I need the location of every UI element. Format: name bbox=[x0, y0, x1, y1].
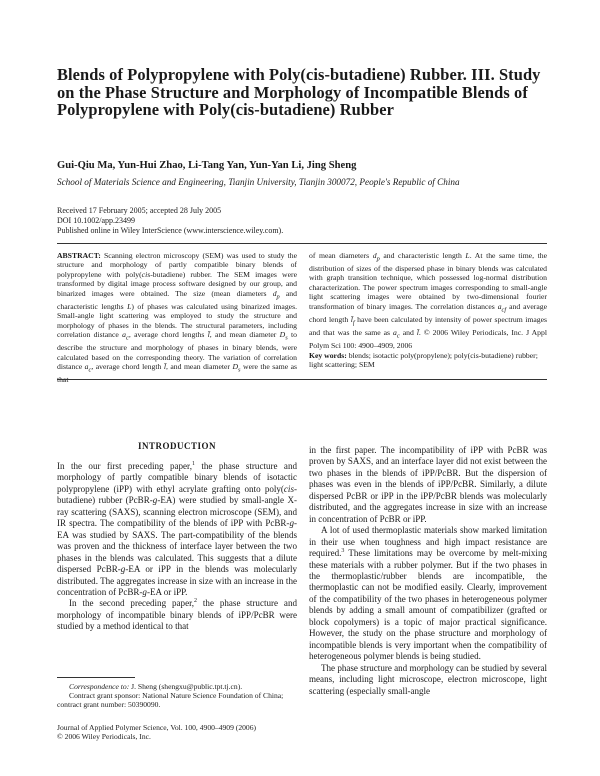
abstract-top-rule bbox=[57, 243, 547, 244]
article-title: Blends of Polypropylene with Poly(cis-butadiene) Rubber. III. Study on the Phase Structure and Morphology of Incompatible Blends of Polypropylene with Poly(cis-butadiene) Rubber bbox=[57, 65, 541, 120]
affiliation: School of Materials Science and Engineering, Tianjin University, Tianjin 300072, People's Republic of China bbox=[57, 177, 460, 187]
keywords bbox=[309, 351, 547, 370]
body-right-column bbox=[309, 445, 547, 697]
abstract-citation: J Appl Polym Sci 100: 4900–4909, 2006 bbox=[309, 327, 548, 350]
correspondence-note bbox=[57, 682, 297, 691]
abstract-right-column: of mean diameters $d_p$ and characteristic length L. At the same time, the distribution of sizes of the dispersed phase in binary blends was calculated with graph transition technique, which possessed log-normal distribution characterization. The power spectrum images corresponding to small-angle light scattering images were obtained by two-dimensional fourier transformation of binary images. The correlation distances $a_{cf}$ and average chord length $l̄_f$ have been calculated by intensity of power spectrum images and that was the same as $a_c$ and l̄. © 2006 Wiley Periodicals, Inc. J Appl Polym Sci 100: 4900–4909, 2006 bbox=[309, 251, 548, 350]
journal-copyright: © 2006 Wiley Periodicals, Inc. bbox=[57, 732, 151, 742]
correspondence-text: J. Sheng (shengxu@public.tpt.tj.cn). bbox=[131, 682, 243, 691]
grant-note: Contract grant sponsor: National Nature Science Foundation of China; contract grant number: 50390090. bbox=[57, 691, 284, 709]
paragraph: A lot of used thermoplastic materials show marked limitation in their use when toughness and high impact resistance are required.$^3$ These limitations may be overcome by melt-mixing these materials with a rubber polymer. But if the two phases in the thermoplastic/rubber blends are incompatible, the thermoplastic can not be modified easily. Clearly, improvement of the compatibility of the two phases in heterogeneous polymer blends by adding a small amount of compatibilizer (grafted or block copolymers) is a topic of major practical significance. However, the study on the phase structure and morphology of incompatible blends is very important when the compatibility of heterogeneous polymer blends is being studied. bbox=[309, 525, 547, 662]
paragraph: in the first paper. The incompatibility of iPP with PcBR was proven by SAXS, and an interface layer did not exist between the two phases in the blends of iPP/PcBR. But the dispersion of phases was even in the blends of iPP/PcBR. Similarly, a dilute dispersed PcBR or iPP in the iPP/PcBR blends was molecularly distributed, and the aggregates increase in size with an increase in concentration of PcBR or iPP. bbox=[309, 445, 547, 524]
footnote-rule bbox=[57, 677, 135, 678]
author-list: Gui-Qiu Ma, Yun-Hui Zhao, Li-Tang Yan, Yun-Yan Li, Jing Sheng bbox=[57, 160, 357, 171]
paragraph: In the our first preceding paper,$^1$ the phase structure and morphology of partly compatible binary blends of isotactic polypropylene (iPP) with ethyl acrylate grafting onto poly(cis-butadiene) rubber (PcBR-g-EA) were studied by small-angle X-ray scattering (SAXS), scanning electron microscope (SEM), and IR spectra. The compatibility of the blends of iPP with PcBR-g-EA was studied by SAXS. The part-compatibility of the blends was proven and the thickness of interface layer between the two phases in the blends was calculated. This suggests that a dilute dispersed PcBR-g-EA or iPP in the blends was molecularly distributed. The aggregates increase in size with an increase in the concentration of PcBR-g-EA or iPP. bbox=[57, 460, 297, 597]
paragraph: The phase structure and morphology can be studied by several means, including light microscope, electron microscope, light scattering (especially small-angle bbox=[309, 662, 547, 696]
published-online: Published online in Wiley InterScience (www.interscience.wiley.com). bbox=[57, 226, 284, 235]
abstract-left-column: ABSTRACT: Scanning electron microscopy (SEM) was used to study the structure and morphology of partly compatible binary blends of polypropylene with poly(cis-butadiene) rubber. The SEM images were transformed by digital image process software designed by our group, and binarized images were obtained. The size (mean diameters $d_p$ and characteristic lengths L) of phases was calculated using binarized images. Small-angle light scattering was employed to study the structure and morphology of phases in the blends. The structural parameters, including correlation distance $a_c$, average chord lengths l̄, and mean diameter $D_s$ to describe the structure and morphology of phases in binary blends, were calculated based on the corresponding theory. The variation of correlation distance $a_c$, average chord length l̄, and mean diameter $D_s$ were the same as that bbox=[57, 251, 298, 385]
publication-info bbox=[57, 206, 283, 236]
abstract-copyright: © 2006 Wiley Periodicals, Inc. bbox=[423, 327, 524, 337]
received-date: Received 17 February 2005; accepted 28 July 2005 bbox=[57, 206, 222, 215]
body-left-column bbox=[57, 461, 297, 633]
correspondence-label: Correspondence to: bbox=[69, 682, 130, 691]
keywords-label: Key words: bbox=[309, 351, 347, 360]
journal-citation: Journal of Applied Polymer Science, Vol. 100, 4900–4909 (2006) bbox=[57, 723, 257, 732]
journal-info bbox=[57, 723, 297, 742]
doi: DOI 10.1002/app.23499 bbox=[57, 216, 135, 225]
keywords-text: blends; isotactic poly(propylene); poly(cis-butadiene) rubber; light scattering; SEM bbox=[309, 351, 538, 370]
abstract-label: ABSTRACT: bbox=[57, 251, 101, 260]
footnotes bbox=[57, 682, 297, 709]
section-heading-introduction: INTRODUCTION bbox=[137, 441, 216, 451]
abstract-bottom-rule bbox=[57, 379, 547, 380]
paragraph: In the second preceding paper,$^2$ the phase structure and morphology of incompatible binary blends of iPP/PcBR were studied by a method identical to that bbox=[57, 598, 297, 632]
